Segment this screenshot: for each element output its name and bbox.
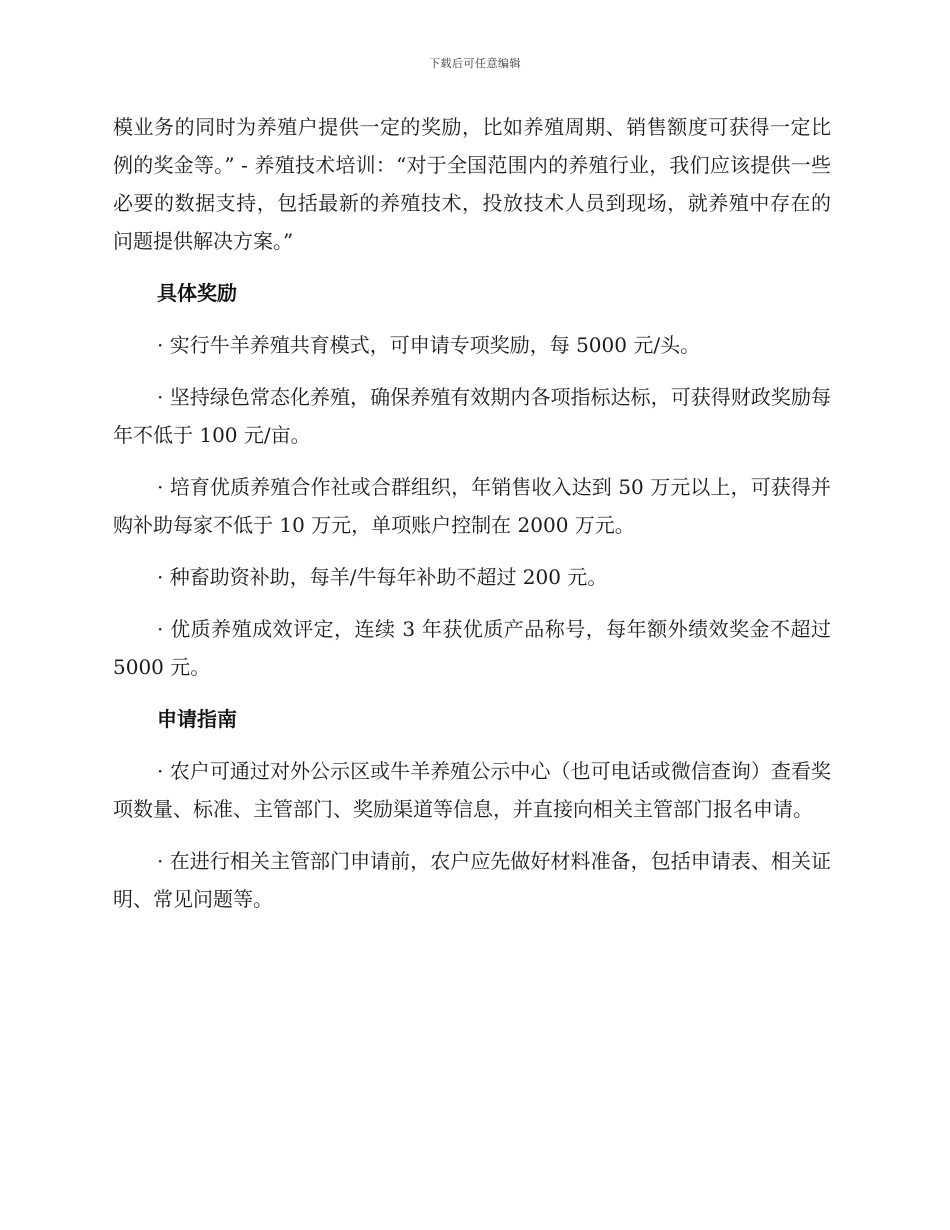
- guide-item: · 农户可通过对外公示区或牛羊养殖公示中心（也可电话或微信查询）查看奖项数量、标准、主管部门、奖励渠道等信息，并直接向相关主管部门报名申请。: [113, 759, 831, 821]
- document-body: [113, 108, 831, 932]
- guide-heading: 申请指南: [157, 707, 237, 731]
- rewards-item: · 实行牛羊养殖共育模式，可申请专项奖励，每 5000 元/头。: [157, 333, 701, 357]
- rewards-item: · 坚持绿色常态化养殖，确保养殖有效期内各项指标达标，可获得财政奖励每年不低于 100 元/亩。: [113, 385, 831, 447]
- page-header: 下载后可任意编辑: [429, 57, 521, 70]
- guide-item: · 在进行相关主管部门申请前，农户应先做好材料准备，包括申请表、相关证明、常见问题等。: [113, 849, 831, 911]
- rewards-item: · 优质养殖成效评定，连续 3 年获优质产品称号，每年额外绩效奖金不超过 5000 元。: [113, 617, 831, 679]
- rewards-heading: 具体奖励: [157, 281, 237, 305]
- rewards-item: · 种畜助资补助，每羊/牛每年补助不超过 200 元。: [157, 565, 608, 589]
- rewards-item: · 培育优质养殖合作社或合群组织，年销售收入达到 50 万元以上，可获得并购补助每家不低于 10 万元，单项账户控制在 2000 万元。: [113, 475, 831, 537]
- guide-list: [113, 752, 831, 918]
- intro-paragraph: 模业务的同时为养殖户提供一定的奖励，比如养殖周期、销售额度可获得一定比例的奖金等。” - 养殖技术培训：“对于全国范围内的养殖行业，我们应该提供一些必要的数据支持，包括最新的养殖技术，投放技术人员到现场，就养殖中存在的问题提供解决方案。”: [113, 115, 831, 253]
- rewards-list: [113, 326, 831, 686]
